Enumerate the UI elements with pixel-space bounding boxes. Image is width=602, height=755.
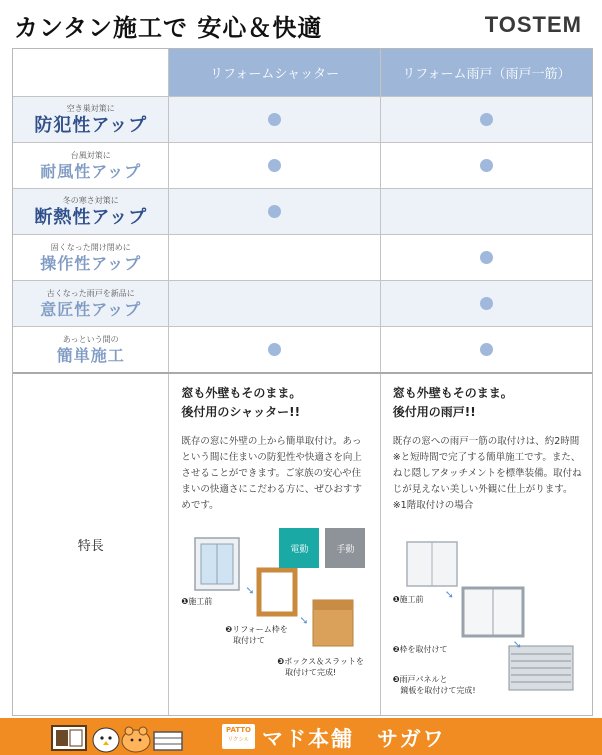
shutter-description: 既存の窓に外壁の上から簡単取付け。あっという間に住まいの防犯性や快適さを向上させることができます。ご家族の安心や住まいの快適さにこだわる方に、ぜひおすすめです。 <box>181 436 363 511</box>
step-arrow-icon: ➘ <box>512 638 522 651</box>
column-header-amado: リフォーム雨戸（雨戸一筋） <box>380 49 592 96</box>
logo-text-bottom: リクシル <box>227 737 250 743</box>
feature-note: あっという間の <box>62 334 119 344</box>
shutter-cell <box>168 281 379 326</box>
check-dot-icon <box>268 159 281 172</box>
shutter-step-1: ❶施工前 <box>181 597 213 606</box>
feature-note: 固くなった開け閉めに <box>50 242 131 252</box>
table-row <box>13 326 592 372</box>
comparison-table <box>12 48 593 716</box>
amado-cell <box>380 327 592 372</box>
table-row <box>13 280 592 326</box>
manual-badge: 手動 <box>325 528 365 568</box>
shutter-headline-1: 窓も外壁もそのまま。 <box>181 386 302 400</box>
table-row <box>13 96 592 142</box>
mascot-characters-icon <box>50 720 185 753</box>
shutter-step-3: ❸ボックス＆スラットを 取付けて完成! <box>277 657 364 677</box>
column-header-shutter: リフォームシャッター <box>168 49 379 96</box>
check-dot-icon <box>268 113 281 126</box>
feature-label: 耐風性アップ <box>40 161 142 181</box>
shutter-cell <box>168 189 379 234</box>
amado-illustration <box>393 528 582 698</box>
feature-note: 冬の寒さ対策に <box>62 195 119 205</box>
footer-banner <box>0 718 602 755</box>
feature-note: 古くなった雨戸を新品に <box>46 288 135 298</box>
header <box>0 0 602 48</box>
amado-cell <box>380 143 592 188</box>
feature-label-cell <box>13 235 168 280</box>
page-title: カンタン施工で 安心＆快適 <box>14 14 323 42</box>
patto-logo <box>222 724 255 749</box>
amado-details <box>380 374 592 715</box>
feature-label-cell <box>13 97 168 142</box>
feature-label: 簡単施工 <box>56 345 125 365</box>
amado-cell <box>380 97 592 142</box>
step-arrow-icon: ➘ <box>444 588 454 601</box>
amado-description: 既存の窓への雨戸一筋の取付けは、約2時間※と短時間で完了する簡単施工です。また、ねじ隠しアタッチメントを標準装備。取付ねじが見えない美しい外観に仕上がります。※1階取付けの場合 <box>392 436 582 511</box>
shutter-cell <box>168 235 379 280</box>
feature-label: 意匠性アップ <box>40 299 142 319</box>
shutter-step-2: ❷リフォーム枠を 取付けて <box>225 625 288 645</box>
shop-name: マド本舗 サガワ <box>262 727 446 751</box>
amado-headline-2: 後付用の雨戸!! <box>392 405 476 419</box>
amado-cell <box>380 281 592 326</box>
shutter-illustration <box>181 528 369 698</box>
table-header-row <box>13 49 592 96</box>
shutter-cell <box>168 97 379 142</box>
feature-label: 操作性アップ <box>40 253 142 273</box>
electric-badge: 電動 <box>279 528 319 568</box>
amado-headline-1: 窓も外壁もそのまま。 <box>392 386 513 400</box>
details-row-label: 特長 <box>77 539 104 554</box>
shutter-cell <box>168 327 379 372</box>
check-dot-icon <box>480 113 493 126</box>
table-row <box>13 142 592 188</box>
feature-label-cell <box>13 281 168 326</box>
check-dot-icon <box>480 159 493 172</box>
feature-label-cell <box>13 143 168 188</box>
feature-note: 台風対策に <box>70 150 111 160</box>
shutter-details <box>168 374 379 715</box>
shutter-cell <box>168 143 379 188</box>
check-dot-icon <box>268 205 281 218</box>
table-row <box>13 188 592 234</box>
amado-step-1: ❶施工前 <box>392 595 424 604</box>
check-dot-icon <box>480 343 493 356</box>
step-arrow-icon: ➘ <box>299 614 309 627</box>
details-row <box>13 372 592 715</box>
feature-label: 防犯性アップ <box>34 114 148 136</box>
shutter-headline-2: 後付用のシャッター!! <box>181 405 301 419</box>
step-arrow-icon: ➘ <box>245 584 255 597</box>
amado-step-3: ❸雨戸パネルと 鏡板を取付けて完成! <box>392 675 476 695</box>
feature-label: 断熱性アップ <box>34 206 148 228</box>
check-dot-icon <box>480 297 493 310</box>
amado-step-2: ❷枠を取付けて <box>392 645 448 654</box>
amado-steps-icon <box>393 528 583 698</box>
table-row <box>13 234 592 280</box>
amado-cell <box>380 235 592 280</box>
feature-label-cell <box>13 327 168 372</box>
feature-note: 空き巣対策に <box>66 103 115 113</box>
brand-logo: TOSTEM <box>484 12 582 37</box>
logo-text-top: PATTO <box>225 726 252 734</box>
table-corner-cell <box>13 49 168 96</box>
amado-cell <box>380 189 592 234</box>
check-dot-icon <box>480 251 493 264</box>
check-dot-icon <box>268 343 281 356</box>
feature-label-cell <box>13 189 168 234</box>
